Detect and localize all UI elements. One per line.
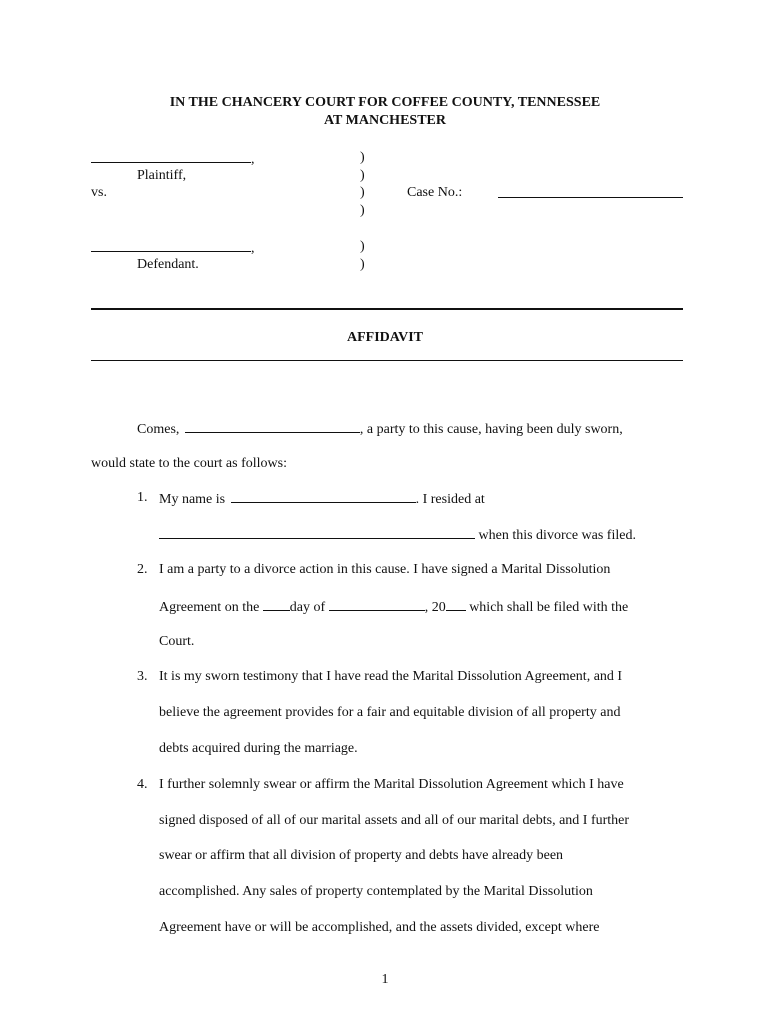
defendant-label: Defendant. <box>137 257 199 272</box>
item-2-line2: Agreement on the day of , 20 which shall be filed with the <box>159 600 629 615</box>
item-3-line1: It is my sworn testimony that I have read the Marital Dissolution Agreement, and I <box>159 669 623 684</box>
item-4-line2: signed disposed of all of our marital assets and all of our marital debts, and I further <box>159 813 630 828</box>
plaintiff-name-line[interactable]: , <box>91 150 255 168</box>
case-no-label: Case No.: <box>407 185 463 200</box>
intro-line1: Comes, , a party to this cause, having been duly sworn, <box>137 422 623 437</box>
year-blank[interactable] <box>446 598 466 611</box>
caption-paren: ) <box>360 203 365 218</box>
item-1-line1: My name is . I resided at <box>159 492 485 507</box>
item-1-number: 1. <box>137 490 148 505</box>
caption-paren: ) <box>360 150 365 165</box>
plaintiff-label: Plaintiff, <box>137 168 187 183</box>
item-3-line2: believe the agreement provides for a fair and equitable division of all property and <box>159 705 621 720</box>
caption-paren: ) <box>360 185 365 200</box>
court-heading-line1: IN THE CHANCERY COURT FOR COFFEE COUNTY, TENNESSEE <box>169 95 601 110</box>
name-blank[interactable] <box>231 490 416 503</box>
item-2-line1: I am a party to a divorce action in this cause. I have signed a Marital Dissolution <box>159 562 611 577</box>
vs-label: vs. <box>91 185 107 200</box>
item-3-line3: debts acquired during the marriage. <box>159 741 358 756</box>
intro-line2: would state to the court as follows: <box>91 456 287 471</box>
item-4-line5: Agreement have or will be accomplished, and the assets divided, except where <box>159 920 600 935</box>
affiant-name-line[interactable] <box>185 420 360 433</box>
caption-paren: ) <box>360 239 365 254</box>
caption-paren: ) <box>360 168 365 183</box>
item-1-line2: when this divorce was filed. <box>159 526 636 544</box>
caption-divider-bottom <box>91 360 683 361</box>
item-2-number: 2. <box>137 562 148 577</box>
day-blank[interactable] <box>263 598 290 611</box>
court-heading-line2: AT MANCHESTER <box>323 113 446 128</box>
caption-paren: ) <box>360 257 365 272</box>
case-no-line[interactable] <box>498 185 683 203</box>
month-blank[interactable] <box>329 598 425 611</box>
item-3-number: 3. <box>137 669 148 684</box>
item-4-number: 4. <box>137 777 148 792</box>
caption-divider-top <box>91 308 683 310</box>
document-title: AFFIDAVIT <box>347 330 423 345</box>
page-number: 1 <box>381 972 389 987</box>
item-4-line1: I further solemnly swear or affirm the Marital Dissolution Agreement which I have <box>159 777 624 792</box>
item-2-line3: Court. <box>159 634 195 649</box>
defendant-name-line[interactable]: , <box>91 239 255 257</box>
item-4-line3: swear or affirm that all division of property and debts have already been <box>159 848 564 863</box>
item-4-line4: accomplished. Any sales of property contemplated by the Marital Dissolution <box>159 884 593 899</box>
residence-blank[interactable] <box>159 526 475 539</box>
